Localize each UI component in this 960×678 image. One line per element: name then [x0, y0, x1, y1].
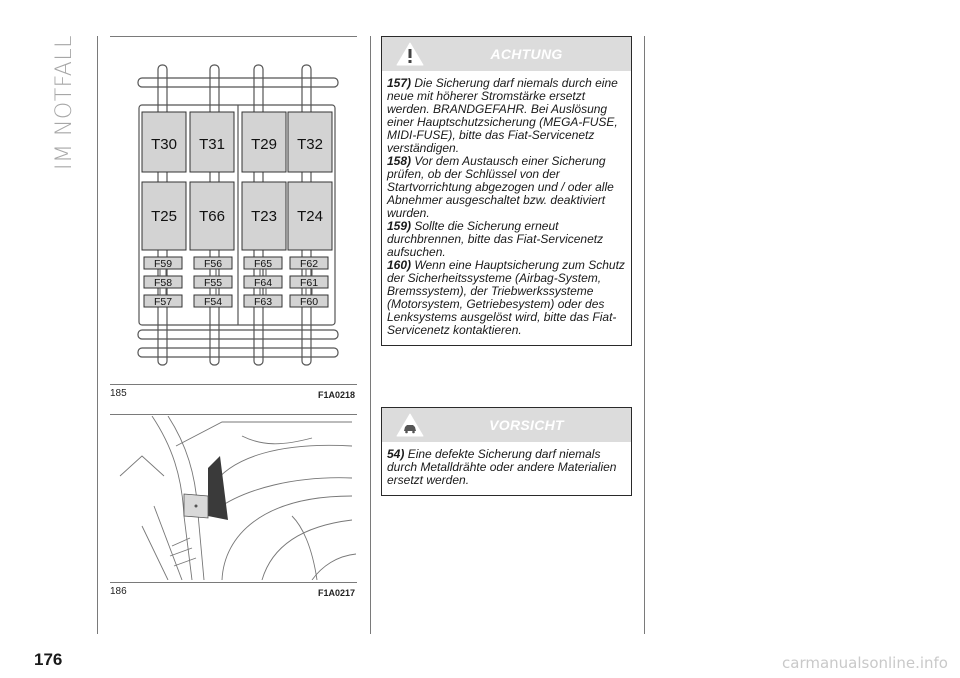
warning-exclamation-icon: [396, 42, 424, 66]
page-number: 176: [34, 650, 63, 669]
fuse-label: F57: [153, 296, 173, 308]
achtung-warning-box: [381, 36, 632, 346]
figure-186-top-rule: [110, 414, 357, 415]
column-rule-left: [97, 36, 98, 634]
fuse-label: F55: [203, 277, 223, 289]
warning-item: 157) Die Sicherung darf niemals durch eine neue mit höherer Stromstärke ersetzt werden. BRANDGEFAHR. Bei Auslösung einer Hauptschutzsicherung (MEGA-FUSE, MIDI-FUSE), bitte das Fiat-Servicenetz verständigen.: [387, 76, 618, 155]
fuse-label: F60: [299, 296, 319, 308]
warning-item: 160) Wenn eine Hauptsicherung zum Schutz der Sicherheitssysteme (Airbag-System, Bremssystem), der Triebwerkssysteme (Motorsystem, Getriebesystem) oder des Lenksystems ausgelöst wird, bitte das Fiat-Servicenetz kontaktieren.: [387, 258, 625, 337]
vorsicht-header: [382, 408, 631, 442]
section-title: IM NOTFALL: [52, 35, 77, 170]
achtung-header: [382, 37, 631, 71]
fuse-label: F54: [203, 296, 223, 308]
relay-label: T29: [251, 136, 277, 153]
relay-label: T30: [151, 136, 177, 153]
fuse-label: F63: [253, 296, 273, 308]
fusebox-diagram: [134, 60, 344, 370]
interior-location-drawing: [112, 416, 356, 580]
fuse-label: F58: [153, 277, 173, 289]
fuse-label: F65: [253, 258, 273, 270]
fuse-label: F56: [203, 258, 223, 270]
figure-185-bottom-rule: [110, 384, 357, 385]
achtung-title: ACHTUNG: [490, 46, 563, 62]
caution-item: 54) Eine defekte Sicherung darf niemals durch Metalldrähte oder andere Materialien ersetzt werden.: [387, 447, 617, 487]
warning-item: 159) Sollte die Sicherung erneut durchbrennen, bitte das Fiat-Servicenetz aufsuchen.: [387, 219, 604, 259]
car-warning-icon: [396, 413, 424, 437]
figure-code: F1A0218: [318, 390, 356, 400]
figure-number: 185: [110, 388, 127, 399]
figure-186-bottom-rule: [110, 582, 357, 583]
watermark: carmanualsonline.info: [782, 654, 948, 672]
warning-item: 158) Vor dem Austausch einer Sicherung prüfen, ob der Schlüssel von der Startvorrichtung abgezogen und / oder alle Abnehmer ausgeschaltet bzw. deaktiviert wurden.: [387, 154, 614, 220]
fuse-label: F59: [153, 258, 173, 270]
relay-label: T24: [297, 208, 323, 225]
figure-code: F1A0217: [318, 588, 356, 598]
relay-block: [142, 112, 332, 250]
column-rule-right: [644, 36, 645, 634]
relay-label: T32: [297, 136, 323, 153]
relay-label: T23: [251, 208, 277, 225]
fuse-label: F64: [253, 277, 273, 289]
achtung-body: [382, 71, 631, 345]
fuse-label: F61: [299, 277, 319, 289]
vorsicht-title: VORSICHT: [489, 417, 564, 433]
relay-label: T25: [151, 208, 177, 225]
figure-number: 186: [110, 586, 127, 597]
relay-label: T66: [199, 208, 225, 225]
relay-label: T31: [199, 136, 225, 153]
figure-185-top-rule: [110, 36, 357, 37]
column-rule-middle: [370, 36, 371, 634]
vorsicht-body: [382, 442, 631, 495]
fuse-label: F62: [299, 258, 319, 270]
vorsicht-warning-box: [381, 407, 632, 496]
